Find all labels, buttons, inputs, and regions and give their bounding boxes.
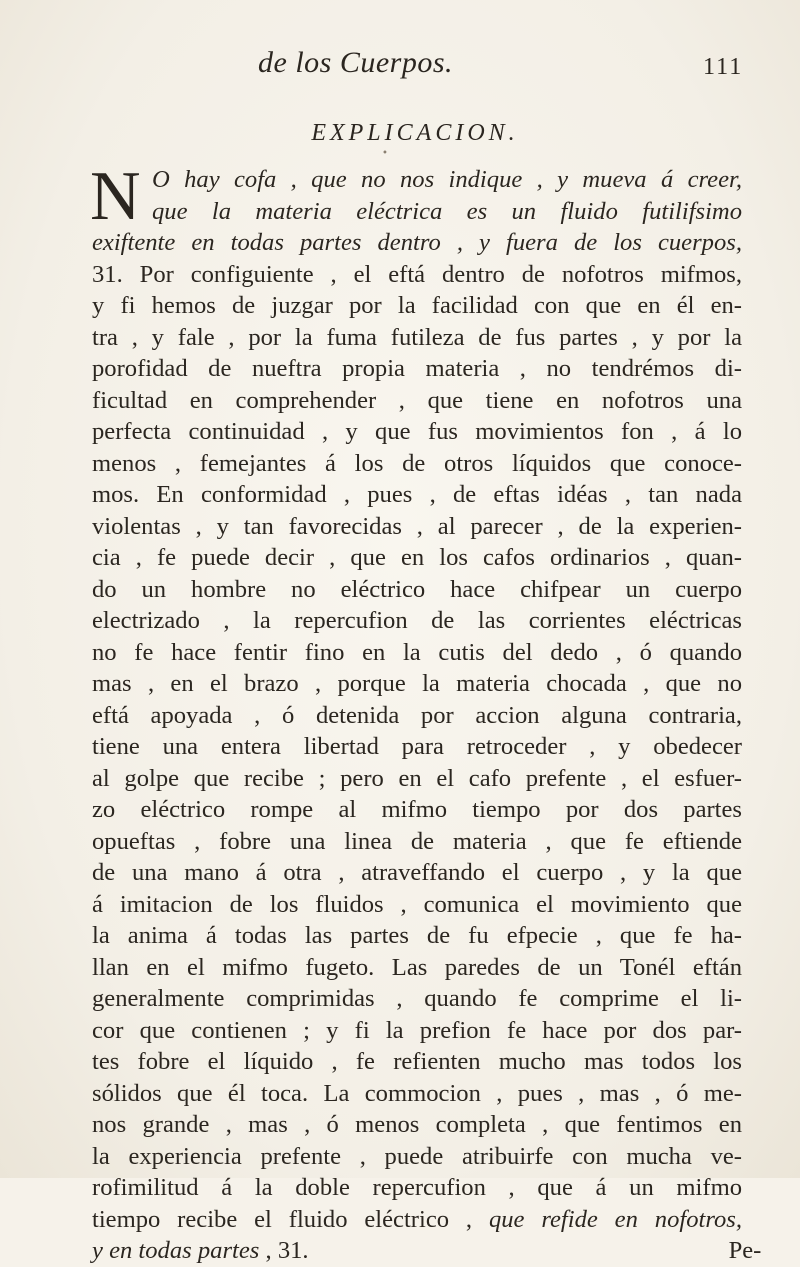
text-line: mas , en el brazo , porque la materia chocada , que no	[92, 670, 742, 697]
text-line: electrizado , la repercufion de las corrientes eléctricas	[92, 607, 742, 634]
text-line: O hay cofa , que no nos indique , y mueva á creer,	[152, 166, 742, 193]
text-line: de una mano á otra , atraveffando el cuerpo , y la que	[92, 859, 742, 886]
running-head	[0, 46, 800, 86]
text-line: la experiencia prefente , puede atribuirfe con mucha ve-	[92, 1142, 742, 1170]
ornament-dot: •	[382, 148, 388, 159]
body-text	[90, 158, 762, 1267]
text-line: cor que contienen ; y fi la prefion fe hace por dos par-	[92, 1016, 742, 1044]
text-line: sólidos que él toca. La commocion , pues , mas , ó me-	[92, 1079, 742, 1107]
text-line: al golpe que recibe ; pero en el cafo prefente , el esfuer-	[92, 764, 742, 792]
text-line: rofimilitud á la doble repercufion , que á un mifmo	[92, 1174, 742, 1201]
text-line: tra , y fale , por la fuma futileza de fus partes , y por la	[92, 323, 742, 351]
text-line: mos. En conformidad , pues , de eftas idéas , tan nada	[92, 481, 742, 508]
text-line: violentas , y tan favorecidas , al parecer , de la experien-	[92, 512, 742, 540]
running-title: de los Cuerpos.	[258, 46, 453, 79]
text-line: porofidad de nueftra propia materia , no tendrémos di-	[92, 355, 742, 382]
text-line: eftá apoyada , ó detenida por accion alguna contraria,	[92, 701, 742, 729]
text-line: perfecta continuidad , y que fus movimientos fon , á lo	[92, 418, 742, 445]
text-line: 31. Por configuiente , el eftá dentro de nofotros mifmos,	[92, 260, 742, 288]
text-line: tiempo recibe el fluido eléctrico , que refide en nofotros,	[92, 1205, 742, 1233]
text-line: la anima á todas las partes de fu efpecie , que fe ha-	[92, 922, 742, 949]
text-line: opueftas , fobre una linea de materia , que fe eftiende	[92, 827, 742, 855]
text-line: do un hombre no eléctrico hace chifpear un cuerpo	[92, 575, 742, 603]
text-line: zo eléctrico rompe al mifmo tiempo por dos partes	[92, 796, 742, 823]
text-line: y en todas partes , 31. Pe-	[92, 1237, 762, 1264]
section-heading: EXPLICACION.	[311, 120, 519, 146]
text-line: generalmente comprimidas , quando fe comprime el li-	[92, 985, 742, 1012]
text-line: nos grande , mas , ó menos completa , que fentimos en	[92, 1111, 742, 1138]
text-line: que la materia eléctrica es un fluido futilifsimo	[152, 197, 742, 225]
text-line: y fi hemos de juzgar por la facilidad con que en él en-	[92, 292, 742, 319]
text-line: llan en el mifmo fugeto. Las paredes de un Tonél eftán	[92, 953, 742, 981]
text-line: ficultad en comprehender , que tiene en nofotros una	[92, 386, 742, 414]
text-line: exiftente en todas partes dentro , y fuera de los cuerpos,	[92, 229, 742, 256]
text-line: menos , femejantes á los de otros líquidos que conoce-	[92, 449, 742, 477]
text-line: á imitacion de los fluidos , comunica el movimiento que	[92, 890, 742, 918]
page-number: 111	[703, 54, 744, 80]
text-line: no fe hace fentir fino en la cutis del dedo , ó quando	[92, 638, 742, 666]
italic-fragment: y en todas partes	[92, 1237, 266, 1264]
text-line: tiene una entera libertad para retroceder , y obedecer	[92, 733, 742, 760]
drop-cap: N	[90, 158, 141, 235]
text-line: cia , fe puede decir , que en los cafos ordinarios , quan-	[92, 544, 742, 571]
text-line: tes fobre el líquido , fe refienten mucho mas todos los	[92, 1048, 742, 1075]
italic-fragment: que refide en nofotros,	[488, 1205, 742, 1233]
